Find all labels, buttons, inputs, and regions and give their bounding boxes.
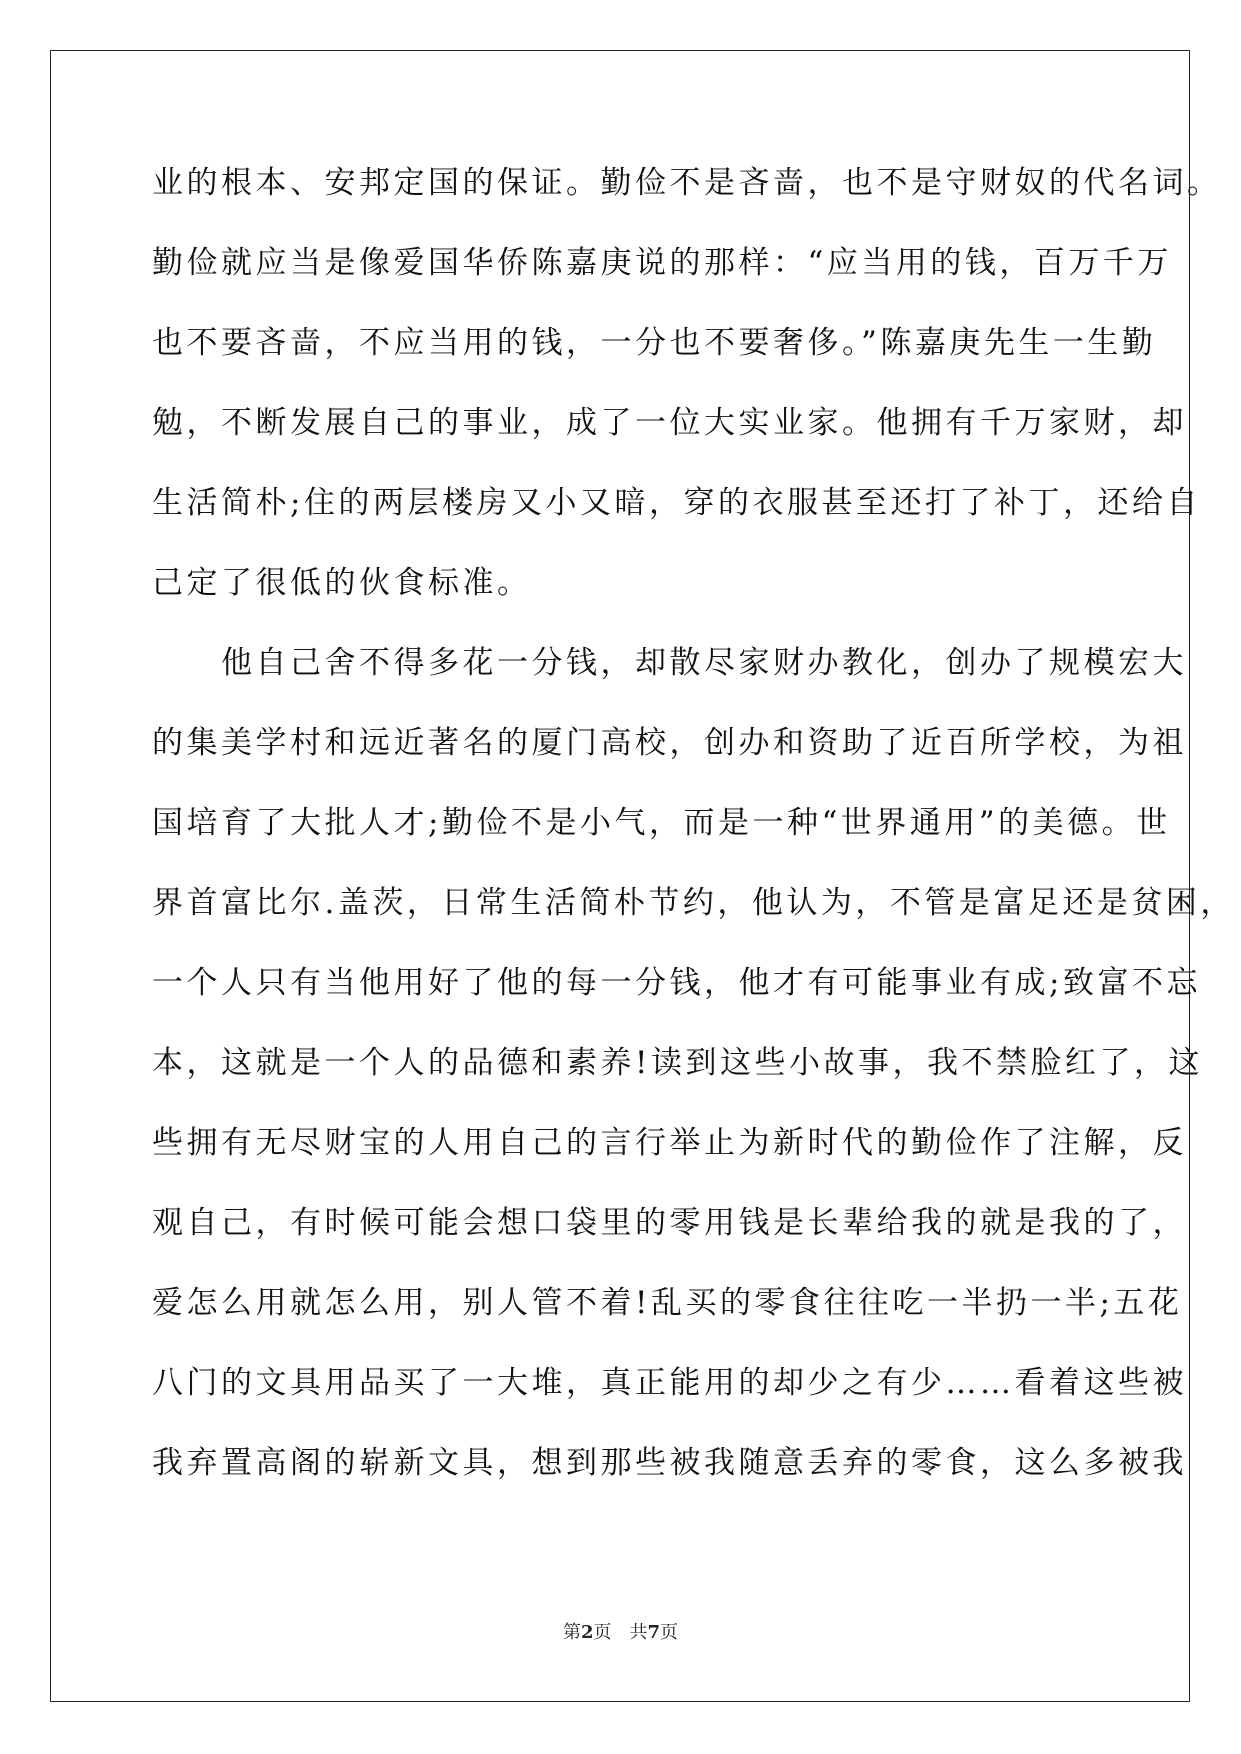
page-number-footer [0, 1618, 1241, 1644]
document-body [152, 158, 1235, 1518]
text-line: 勉，不断发展自己的事业，成了一位大实业家。他拥有千万家财，却 [152, 405, 1187, 441]
text-line: 国培育了大批人才;勤俭不是小气，而是一种“世界通用”的美德。世 [152, 805, 1171, 841]
text-line: 一个人只有当他用好了他的每一分钱，他才有可能事业有成;致富不忘 [152, 965, 1201, 1001]
page-prefix: 第 [562, 1622, 581, 1643]
total-prefix: 共 [629, 1622, 648, 1643]
text-line: 八门的文具用品买了一大堆，真正能用的却少之有少……看着这些被 [152, 1365, 1187, 1401]
text-line: 界首富比尔.盖茨，日常生活简朴节约，他认为，不管是富足还是贫困， [152, 885, 1235, 921]
text-line: 他自己舍不得多花一分钱，却散尽家财办教化，创办了规模宏大 [152, 645, 1187, 681]
text-line: 己定了很低的伙食标准。 [152, 565, 532, 601]
text-line: 业的根本、安邦定国的保证。勤俭不是吝啬，也不是守财奴的代名词。 [152, 165, 1222, 201]
text-line: 本，这就是一个人的品德和素养!读到这些小故事，我不禁脸红了，这 [152, 1045, 1203, 1081]
page-total: 7 [647, 1622, 661, 1643]
page-suffix: 页 [593, 1622, 612, 1643]
text-line: 也不要吝啬，不应当用的钱，一分也不要奢侈。”陈嘉庚先生一生勤 [152, 325, 1157, 361]
text-line: 观自己，有时候可能会想口袋里的零用钱是长辈给我的就是我的了， [152, 1205, 1187, 1241]
total-suffix: 页 [660, 1622, 679, 1643]
text-line: 我弃置高阁的崭新文具，想到那些被我随意丢弃的零食，这么多被我 [152, 1445, 1187, 1481]
text-line: 的集美学村和远近著名的厦门高校，创办和资助了近百所学校，为祖 [152, 725, 1187, 761]
page-current: 2 [580, 1622, 594, 1643]
text-line: 些拥有无尽财宝的人用自己的言行举止为新时代的勤俭作了注解，反 [152, 1125, 1187, 1161]
text-line: 生活简朴;住的两层楼房又小又暗，穿的衣服甚至还打了补丁，还给自 [152, 485, 1201, 521]
text-line: 勤俭就应当是像爱国华侨陈嘉庚说的那样：“应当用的钱，百万千万 [152, 245, 1172, 281]
text-line: 爱怎么用就怎么用，别人管不着!乱买的零食往往吃一半扔一半;五花 [152, 1285, 1183, 1321]
